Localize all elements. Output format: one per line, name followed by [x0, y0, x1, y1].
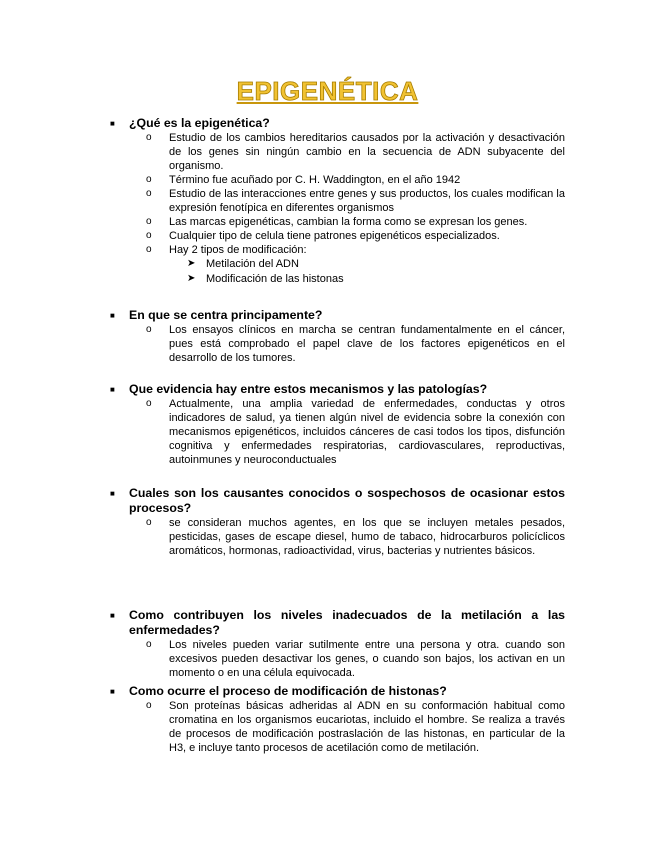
arrow-bullet-icon: ➤ — [187, 272, 196, 284]
list-item: o se consideran muchos agentes, en los que se incluyen metales pesados, pesticidas, gases de escape diesel, humo de tabaco, hidrocarburos policíclicos aromáticos, hormonas, radioactividad, virus, bacterias y nutrientes básicos. — [146, 517, 565, 557]
square-bullet-icon: ■ — [110, 311, 115, 320]
arrow-bullet-icon: ➤ — [187, 258, 196, 269]
section-evidence — [110, 382, 565, 467]
list-item: o Cualquier tipo de celula tiene patrones epigenéticos especializados. — [146, 230, 500, 242]
sub-list-item: ➤ Metilación del ADN — [187, 258, 299, 270]
circle-bullet-icon: o — [146, 517, 152, 528]
list-item: o Son proteínas básicas adheridas al ADN en su conformación habitual como cromatina en los organismos eucariotas, incluido el hombre. Se realiza a través de procesos de modificación postraslación de las histonas, en particular de la H3, e incluye tanto procesos de acetilación como de metilación. — [146, 700, 565, 754]
question-heading: ■ Que evidencia hay entre estos mecanismos y las patologías? — [110, 382, 488, 396]
question-heading: ■ ¿Qué es la epigenética? — [110, 116, 270, 130]
list-item: o Actualmente, una amplia variedad de enfermedades, conductas y otros indicadores de salud, ya tienen algún nivel de evidencia sobre la conexión con mecanismos epigenéticos, incluidos cánceres de casi todos los tipos, disfunción cognitiva y enfermedades respiratorias, cardiovasculares, reproductivas, autoinmunes y neuroconductuales — [146, 398, 565, 466]
question-heading: ■ Como ocurre el proceso de modificación de histonas? — [110, 684, 447, 698]
list-item: o Los niveles pueden variar sutilmente entre una persona y otra. cuando son excesivos pueden desactivar los genes, o cuando son bajos, los activan en un momento o en una célula equivocada. — [146, 639, 565, 679]
list-item: o Las marcas epigenéticas, cambian la forma como se expresan los genes. — [146, 216, 528, 228]
circle-bullet-icon: o — [146, 188, 152, 199]
circle-bullet-icon: o — [146, 174, 152, 185]
circle-bullet-icon: o — [146, 244, 152, 255]
list-item: o Estudio de las interacciones entre genes y sus productos, los cuales modifican la expresión fenotípica en diferentes organismos — [146, 188, 565, 214]
sub-list-item: ➤ Modificación de las histonas — [187, 272, 344, 285]
section-causes — [110, 486, 565, 558]
section-focus — [110, 308, 565, 365]
list-item: o Estudio de los cambios hereditarios causados por la activación y desactivación de los genes sin ningún cambio en la secuencia de ADN subyacente del organismo. — [146, 132, 565, 172]
square-bullet-icon: ■ — [110, 611, 115, 620]
square-bullet-icon: ■ — [110, 119, 115, 128]
question-heading: ■ Como contribuyen los niveles inadecuados de la metilación a las enfermedades? — [110, 608, 565, 637]
square-bullet-icon: ■ — [110, 385, 115, 394]
list-item: o Término fue acuñado por C. H. Waddington, en el año 1942 — [146, 174, 461, 186]
circle-bullet-icon: o — [146, 700, 152, 711]
section-epigenetics — [110, 116, 565, 286]
circle-bullet-icon: o — [146, 230, 152, 241]
list-item: o Hay 2 tipos de modificación: — [146, 244, 307, 256]
circle-bullet-icon: o — [146, 216, 152, 227]
section-histones — [110, 684, 565, 755]
section-methylation — [110, 608, 565, 680]
square-bullet-icon: ■ — [110, 687, 115, 696]
circle-bullet-icon: o — [146, 398, 152, 409]
question-heading: ■ En que se centra principamente? — [110, 308, 323, 322]
square-bullet-icon: ■ — [110, 489, 115, 498]
circle-bullet-icon: o — [146, 324, 152, 335]
circle-bullet-icon: o — [146, 639, 152, 650]
list-item: o Los ensayos clínicos en marcha se centran fundamentalmente en el cáncer, pues está comprobado el papel clave de los factores epigenéticos en el desarrollo de los tumores. — [146, 324, 565, 364]
question-heading: ■ Cuales son los causantes conocidos o sospechosos de ocasionar estos procesos? — [110, 486, 565, 515]
page-title: EPIGENÉTICA — [236, 76, 419, 106]
circle-bullet-icon: o — [146, 132, 152, 143]
